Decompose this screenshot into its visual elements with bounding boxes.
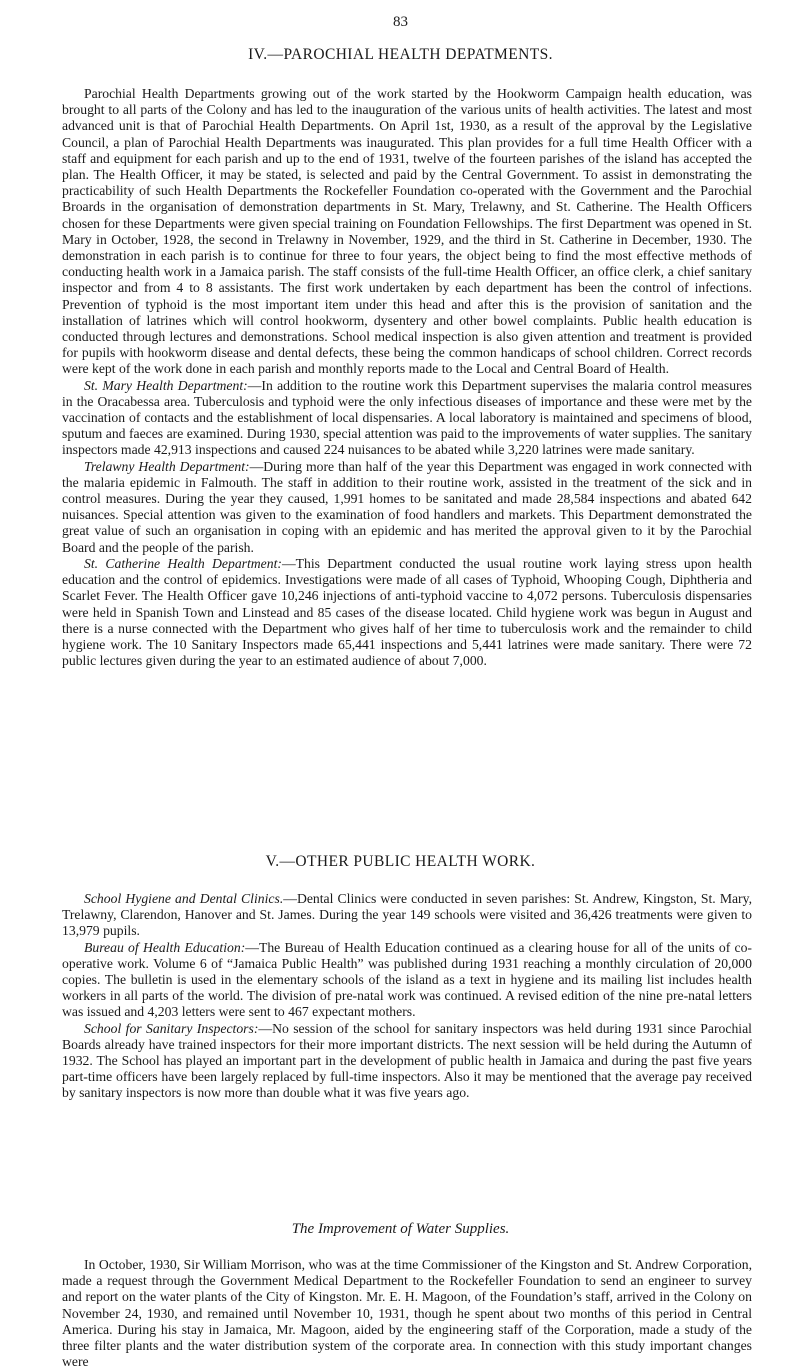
paragraph (62, 891, 752, 940)
paragraph-text: —This Department conducted the usual routine work laying stress upon health education and the control of epidemics. Investigations were made of all cases of Typhoid, Whooping Cough, Diphtheria and Scarlet Fever. The Health Officer gave 10,246 injections of anti-typhoid vaccine to 4,072 persons. Tuberculosis dispensaries were held in Spanish Town and Linstead and 85 cases of the disease located. Child hygiene work was begun in August and there is a nurse connected with the Department who gives half of her time to tuberculosis work and the remainder to child hygiene work. The 10 Sanitary Inspectors made 65,441 inspections and 5,441 latrines were made sanitary. There were 72 public lectures given during the year to an estimated audience of about 7,000. (62, 555, 752, 669)
paragraph-lead: School for Sanitary Inspectors: (84, 1020, 259, 1036)
paragraph-text: —The Bureau of Health Education continued as a clearing house for all of the units of co-operative work. Volume 6 of “Jamaica Public Health” was published during 1931 reaching a monthly circulation of 20,000 copies. The bulletin is used in the elementary schools of the island as a text in hygiene and its mailing list includes health workers in all parts of the world. The division of pre-natal work was continued. A revised edition of the nine pre-natal letters was issued and 4,203 letters were sent to 467 expectant mothers. (62, 939, 752, 1020)
water-body (62, 1257, 752, 1370)
section-v-body (62, 891, 752, 1102)
section-iv-body (62, 86, 752, 669)
paragraph-text: Parochial Health Departments growing out of the work started by the Hookworm Campaign health education, was brought to all parts of the Colony and has led to the inauguration of the various units of health activities. The latest and most advanced unit is that of Parochial Health Departments. On April 1st, 1930, as a result of the approval by the Legislative Council, a plan of Parochial Health Departments was inaugurated. This plan provides for a full time Health Officer with a staff and equipment for each parish and up to the end of 1931, twelve of the fourteen parishes of the island has accepted the plan. The Health Officer, it may be stated, is selected and paid by the Central Government. To assist in demonstrating the practicability of such Health Departments the Rockefeller Foundation co-operated with the Government and the Parochial Broards in the organisation of demonstration departments in St. Mary, Trelawny, and St. Catherine. The Health Officers chosen for these Departments were given special training on Foundation Fellowships. The first Department was opened in St. Mary in October, 1928, the second in Trelawny in November, 1929, and the third in St. Catherine in December, 1930. The demonstration in each parish is to continue for three to four years, the object being to find the most effective methods of conducting health work in a Jamaica parish. The staff consists of the full-time Health Officer, an office clerk, a chief sanitary inspector and from 4 to 8 assistants. The first work undertaken by each department has been the control of infections. Prevention of typhoid is the most important item under this head and after this is the provision of sanitation and the installation of latrines which will control hookworm, dysentery and other bowel complaints. Public health education is conducted through lectures and demonstrations. School medical inspection is also given attention and treatment is provided for pupils with hookworm disease and dental defects, these being the common handicaps of school children. Correct records were kept of the work done in each parish and monthly reports made to the Local and Central Board of Health. (62, 86, 752, 377)
paragraph-lead: School Hygiene and Dental Clinics. (84, 891, 284, 906)
paragraph-lead: Trelawny Health Department: (84, 458, 250, 474)
paragraph (62, 86, 752, 378)
paragraph (62, 940, 752, 1021)
section-iv-heading: IV.—PAROCHIAL HEALTH DEPATMENTS. (248, 46, 553, 63)
paragraph-text: In October, 1930, Sir William Morrison, who was at the time Commissioner of the Kingston and St. Andrew Corporation, made a request through the Government Medical Department to the Rockefeller Foundation to send an engineer to survey and report on the water plants of the City of Kingston. Mr. E. H. Magoon, of the Foundation’s staff, arrived in the Colony on November 24, 1930, and remained until November 10, 1931, though he spent about two months of this period in Central America. During his stay in Jamaica, Mr. Magoon, aided by the engineering staff of the Corporation, made a study of the three filter plants and the water distribution system of the corporate area. In connection with this study important changes were (62, 1257, 752, 1370)
paragraph-lead: Bureau of Health Education: (84, 939, 246, 955)
paragraph-lead: St. Mary Health Department: (84, 377, 248, 393)
paragraph-text: —Dental Clinics were conducted in seven parishes: St. Andrew, Kingston, St. Mary, Trelawny, Clarendon, Hanover and St. James. During the year 149 schools were visited and 36,426 treatments were given to 13,979 pupils. (62, 891, 752, 939)
paragraph (62, 1257, 752, 1370)
paragraph-text: —In addition to the routine work this Department supervises the malaria control measures in the Oracabessa area. Tuberculosis and typhoid were the only infectious diseases of importance and these were met by the vaccination of contacts and the establishment of local dispensaries. A local laboratory is maintained and specimens of blood, sputum and faeces are examined. During 1930, special attention was paid to the improvements of water supplies. The sanitary inspectors made 42,913 inspections and caused 224 nuisances to be abated while 3,220 latrines were made sanitary. (62, 377, 752, 458)
paragraph (62, 556, 752, 669)
water-subheading: The Improvement of Water Supplies. (291, 1221, 510, 1237)
paragraph (62, 378, 752, 459)
section-v-heading: V.—OTHER PUBLIC HEALTH WORK. (265, 853, 536, 870)
paragraph (62, 1021, 752, 1102)
page-number: 83 (393, 14, 408, 30)
paragraph-text: —During more than half of the year this Department was engaged in work connected with the malaria epidemic in Falmouth. The staff in addition to their routine work, assisted in the treatment of the sick and in control measures. During the year they caused, 1,991 homes to be sanitated and made 28,584 inspections and abated 642 nuisances. Special attention was given to the examination of food handlers and markets. This Department demonstrated the great value of such an organisation in coping with an epidemic and has merited the approval given to it by the Parochial Board and the people of the parish. (62, 458, 752, 555)
paragraph-lead: St. Catherine Health Department: (84, 555, 282, 571)
paragraph-text: —No session of the school for sanitary inspectors was held during 1931 since Parochial Boards already have trained inspectors for their more important districts. The next session will be held during the Autumn of 1932. The School has played an important part in the development of public health in Jamaica and during the past five years part-time officers have been largely replaced by full-time inspectors. Also it may be mentioned that the average pay received by sanitary inspectors is now more than double what it was five years ago. (62, 1020, 752, 1101)
paragraph (62, 459, 752, 556)
